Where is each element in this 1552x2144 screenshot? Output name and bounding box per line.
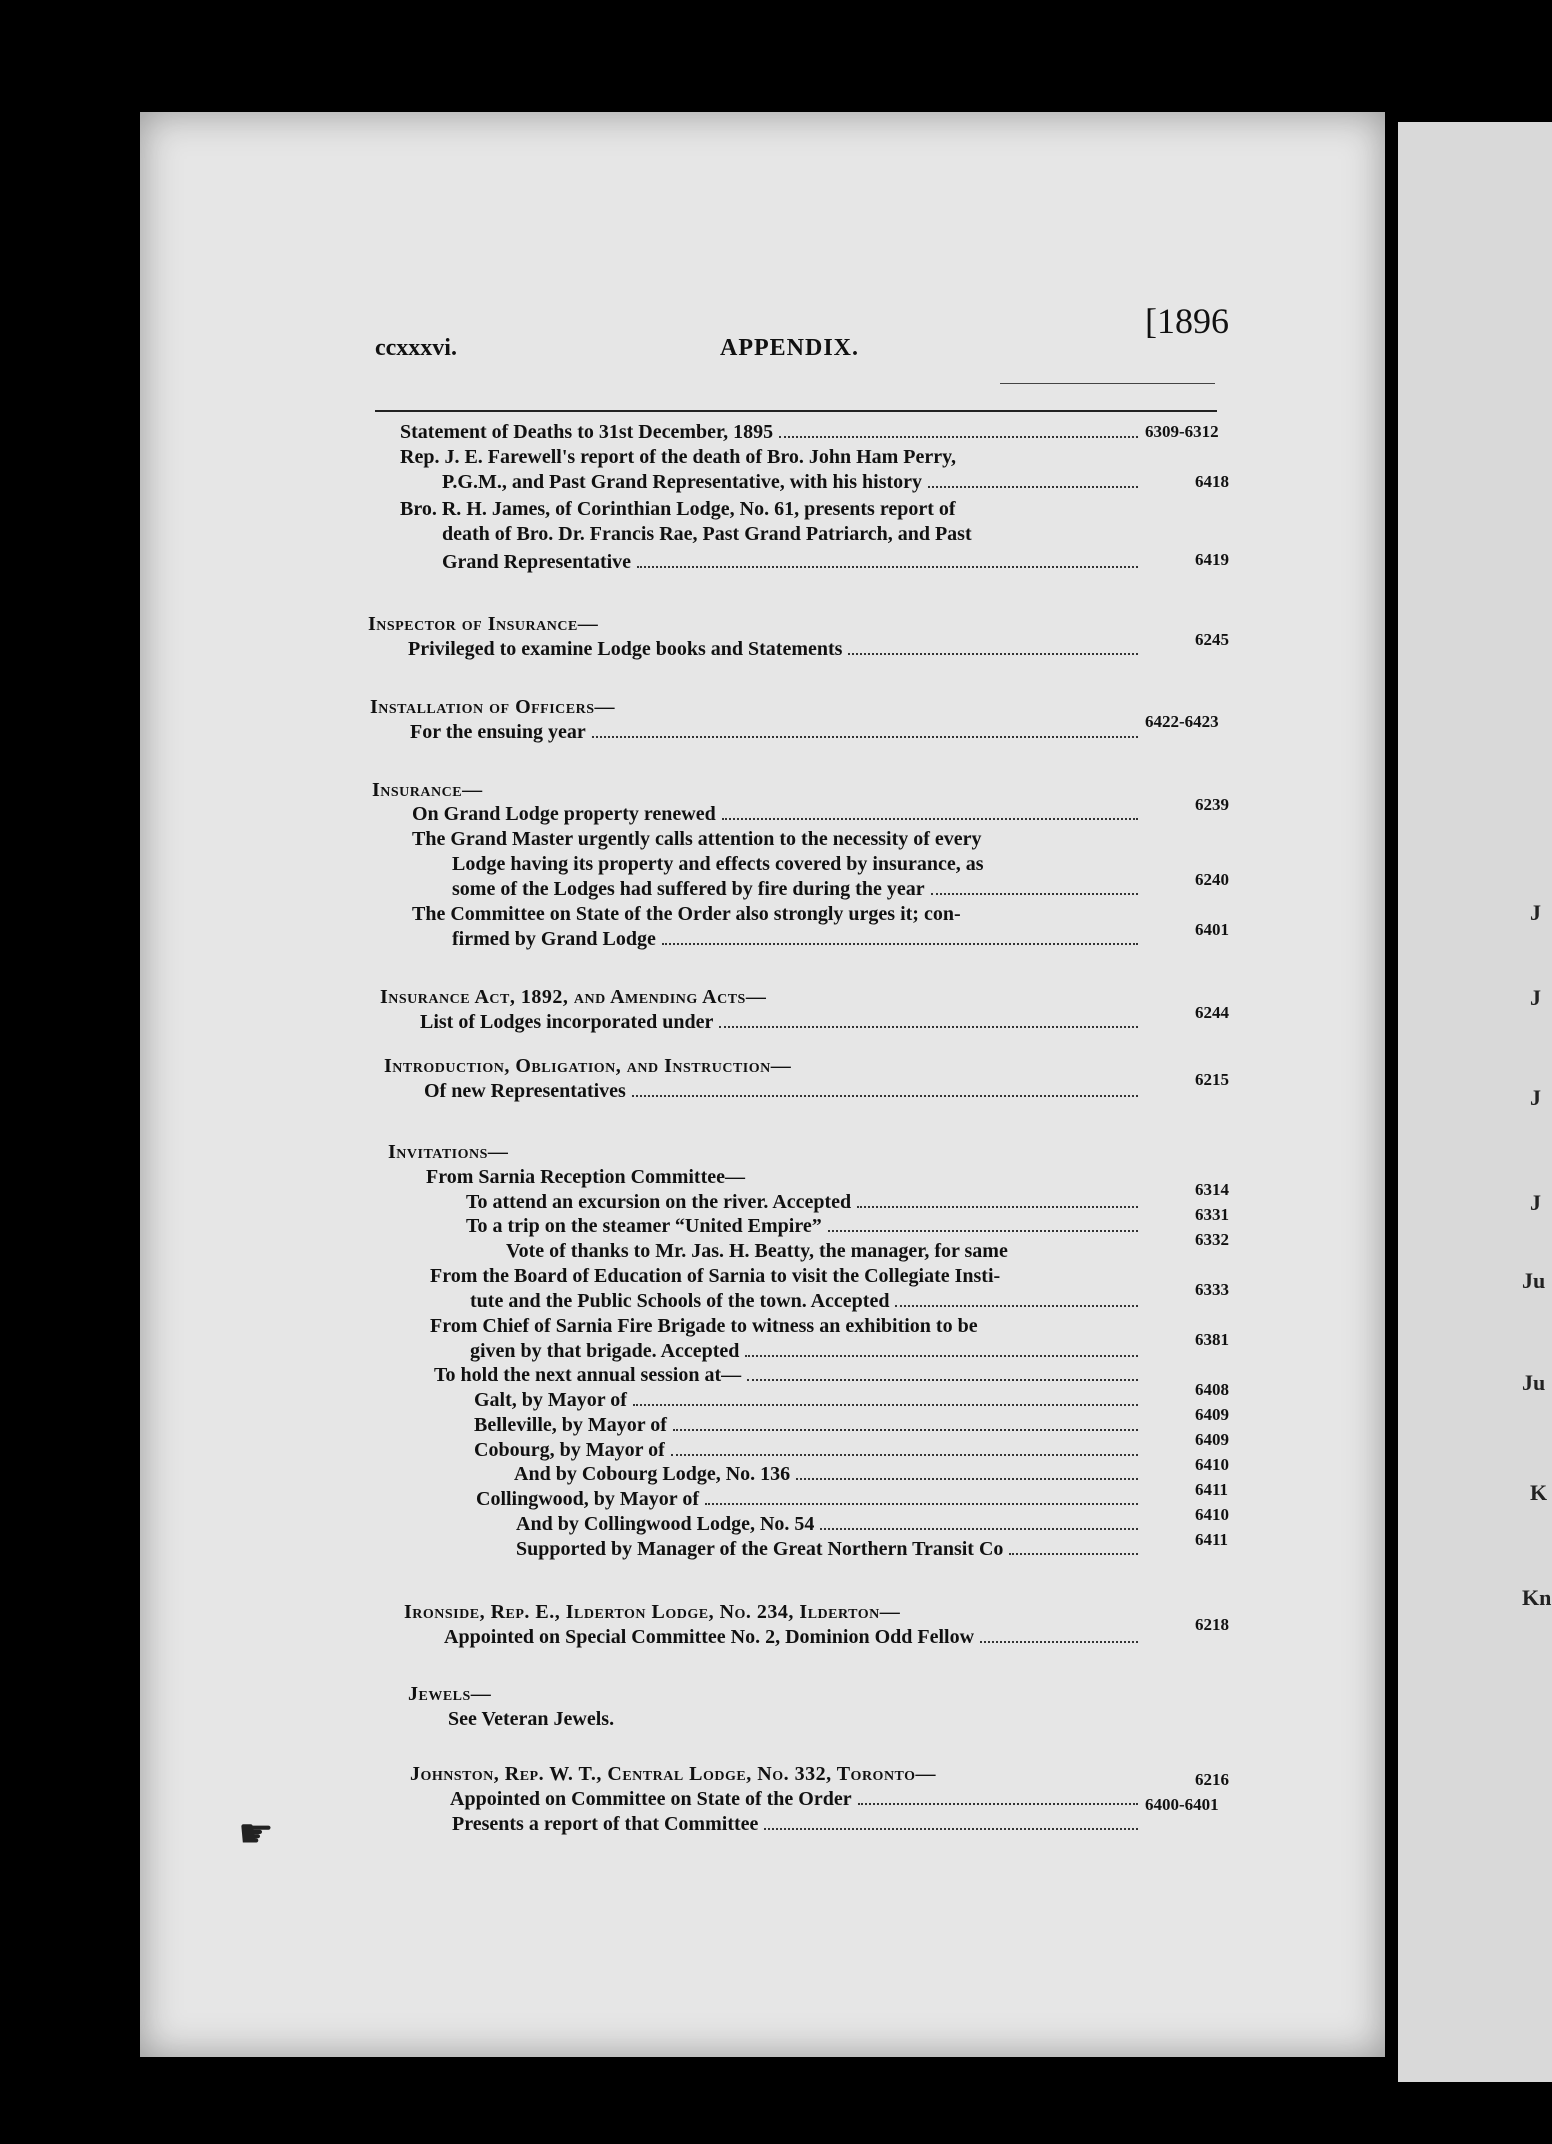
index-entry-text: Galt, by Mayor of [474,1389,627,1411]
index-line [424,1079,1138,1103]
page-reference: 6314 [1195,1180,1229,1199]
index-line [442,550,1138,574]
index-entry-text: Lodge having its property and effects covered by insurance, as [452,853,984,875]
index-line [400,497,956,521]
index-entry-text: P.G.M., and Past Grand Representative, with his history [442,471,923,493]
index-entry-text: death of Bro. Dr. Francis Rae, Past Grand Patriarch, and Past [442,523,972,545]
facing-page-fragment: J [1530,1085,1541,1110]
index-line [412,802,1138,826]
leader-dots [796,1474,1138,1480]
page-reference: 6422-6423 [1145,712,1219,731]
index-line [388,1140,508,1164]
page-reference: 6309-6312 [1145,422,1219,441]
page-reference: 6216 [1195,1770,1229,1789]
index-entry-text: Of new Representatives [424,1080,626,1102]
leader-dots [632,1091,1138,1097]
facing-page-fragment: J [1530,1190,1541,1215]
index-heading: Insurance— [372,779,483,801]
index-entry-text: To hold the next annual session at— [434,1364,742,1386]
page-reference: 6215 [1195,1070,1229,1089]
leader-dots [931,889,1138,895]
index-line [434,1363,1138,1387]
index-line [442,470,1138,494]
page-reference: 6409 [1195,1405,1229,1424]
index-line [452,877,1138,901]
facing-page-fragment: J [1530,985,1541,1010]
leader-dots [705,1499,1138,1505]
index-line [476,1487,1138,1511]
index-entry-text: some of the Lodges had suffered by fire during the year [452,878,925,900]
leader-dots [592,732,1138,738]
index-entry-text: To a trip on the steamer “United Empire” [466,1215,822,1237]
leader-dots [857,1202,1138,1208]
index-heading: Ironside, Rep. E., Ilderton Lodge, No. 234, Ilderton— [404,1601,901,1623]
index-entry-text: Cobourg, by Mayor of [474,1439,665,1461]
index-entry-text: The Committee on State of the Order also strongly urges it; con- [412,903,961,925]
index-entry-text: List of Lodges incorporated under [420,1011,714,1033]
index-entry-text: tute and the Public Schools of the town. Accepted [470,1290,890,1312]
page-reference: 6218 [1195,1615,1229,1634]
index-entry-text: Presents a report of that Committee [452,1813,759,1835]
folio-number: ccxxxvi. [375,335,457,361]
index-line [474,1388,1138,1412]
facing-page-fragment: K [1530,1480,1548,1505]
index-line [466,1190,1138,1214]
page-reference: 6245 [1195,630,1229,649]
page-reference: 6418 [1195,472,1229,491]
index-line [516,1537,1138,1561]
page-reference: 6331 [1195,1205,1229,1224]
year-heading: [1896 [1145,301,1229,341]
page-reference: 6408 [1195,1380,1229,1399]
index-entry-text: Belleville, by Mayor of [474,1414,667,1436]
index-line [426,1165,745,1189]
leader-dots [662,939,1138,945]
index-entry-text: From Sarnia Reception Committee— [426,1166,746,1188]
index-line [400,445,956,469]
index-entry-text: And by Collingwood Lodge, No. 54 [516,1513,815,1535]
header-rule [375,410,1217,412]
leader-dots [745,1351,1138,1357]
index-line [408,637,1138,661]
page-reference: 6381 [1195,1330,1229,1349]
index-line [408,1682,491,1706]
page-reference: 6411 [1195,1480,1229,1499]
index-line [384,1054,791,1078]
index-entry-text: To attend an excursion on the river. Accepted [466,1191,852,1213]
leader-dots [820,1524,1138,1530]
leader-dots [1009,1549,1138,1555]
index-entry-text: The Grand Master urgently calls attention to the necessity of every [412,828,982,850]
leader-dots [980,1637,1138,1643]
leader-dots [764,1824,1138,1830]
page-reference: 6244 [1195,1003,1229,1022]
index-line [412,827,982,851]
page-reference: 6410 [1195,1455,1229,1474]
page-reference: 6401 [1195,920,1229,939]
index-line [452,1812,1138,1836]
facing-page-fragment: Kn [1522,1585,1552,1610]
index-heading: Johnston, Rep. W. T., Central Lodge, No. 332, Toronto— [410,1763,937,1785]
index-line [370,695,615,719]
index-line [506,1239,1008,1263]
leader-dots [673,1425,1138,1431]
index-line [448,1707,614,1731]
index-entry-text: Privileged to examine Lodge books and Statements [408,638,843,660]
facing-page-fragment: Ju [1522,1370,1546,1395]
index-line [514,1462,1138,1486]
index-entry-text: See Veteran Jewels. [448,1708,615,1730]
index-line [430,1264,1000,1288]
leader-dots [719,1022,1138,1028]
index-line [450,1787,1138,1811]
facing-page-fragment: J [1530,900,1541,925]
index-line [444,1625,1138,1649]
index-line [368,612,598,636]
index-entry-text: Bro. R. H. James, of Corinthian Lodge, No. 61, presents report of [400,498,956,520]
index-line [452,852,983,876]
leader-dots [828,1226,1138,1232]
index-entry-text: Vote of thanks to Mr. Jas. H. Beatty, the manager, for same [506,1240,1008,1262]
index-line [470,1289,1138,1313]
index-entry-text: From Chief of Sarnia Fire Brigade to witness an exhibition to be [430,1315,978,1337]
facing-page-fragment: Ju [1522,1268,1546,1293]
index-line [430,1314,978,1338]
leader-dots [671,1450,1138,1456]
leader-dots [722,814,1138,820]
index-line [400,420,1138,444]
index-entry-text: Appointed on Special Committee No. 2, Dominion Odd Fellow [444,1626,975,1648]
leader-dots [779,432,1138,438]
index-heading: Invitations— [388,1141,509,1163]
pointing-hand-icon: ☛ [238,1811,274,1856]
index-entry-text: firmed by Grand Lodge [452,928,656,950]
index-entry-text: Grand Representative [442,551,632,573]
index-line [420,1010,1138,1034]
leader-dots [637,562,1138,568]
page-title: APPENDIX. [720,335,859,361]
facing-page [1398,122,1552,2082]
index-entry-text: From the Board of Education of Sarnia to visit the Collegiate Insti- [430,1265,1001,1287]
leader-dots [848,649,1138,655]
page-reference: 6410 [1195,1505,1229,1524]
leader-dots [633,1400,1138,1406]
page-reference: 6333 [1195,1280,1229,1299]
leader-dots [928,482,1138,488]
index-heading: Inspector of Insurance— [368,613,599,635]
index-entry-text: On Grand Lodge property renewed [412,803,716,825]
leader-dots [895,1301,1138,1307]
page-reference: 6419 [1195,550,1229,569]
index-line [452,927,1138,951]
index-line [470,1339,1138,1363]
index-entry-text: Rep. J. E. Farewell's report of the death of Bro. John Ham Perry, [400,446,957,468]
index-line [410,1762,936,1786]
index-line [372,778,483,802]
index-heading: Insurance Act, 1892, and Amending Acts— [380,986,767,1008]
index-line [380,985,766,1009]
index-entry-text: given by that brigade. Accepted [470,1340,740,1362]
page-reference: 6400-6401 [1145,1795,1219,1814]
page-reference: 6411 [1195,1530,1229,1549]
header-rule-short [1000,383,1215,384]
leader-dots [747,1375,1138,1381]
index-line [466,1214,1138,1238]
index-line [474,1413,1138,1437]
index-line [412,902,961,926]
page-reference: 6409 [1195,1430,1229,1449]
index-entry-text: Collingwood, by Mayor of [476,1488,699,1510]
index-entry-text: And by Cobourg Lodge, No. 136 [514,1463,791,1485]
page-reference: 6332 [1195,1230,1229,1249]
page-reference: 6240 [1195,870,1229,889]
index-heading: Installation of Officers— [370,696,616,718]
index-entry-text: Statement of Deaths to 31st December, 1895 [400,421,774,443]
index-line [442,522,972,546]
index-line [404,1600,900,1624]
index-entry-text: Supported by Manager of the Great Northern Transit Co [516,1538,1004,1560]
index-line [474,1438,1138,1462]
index-line [516,1512,1138,1536]
leader-dots [858,1799,1138,1805]
page-reference: 6239 [1195,795,1229,814]
index-entry-text: Appointed on Committee on State of the Order [450,1788,852,1810]
index-heading: Introduction, Obligation, and Instruction— [384,1055,792,1077]
index-heading: Jewels— [408,1683,492,1705]
index-line [410,720,1138,744]
index-entry-text: For the ensuing year [410,721,586,743]
